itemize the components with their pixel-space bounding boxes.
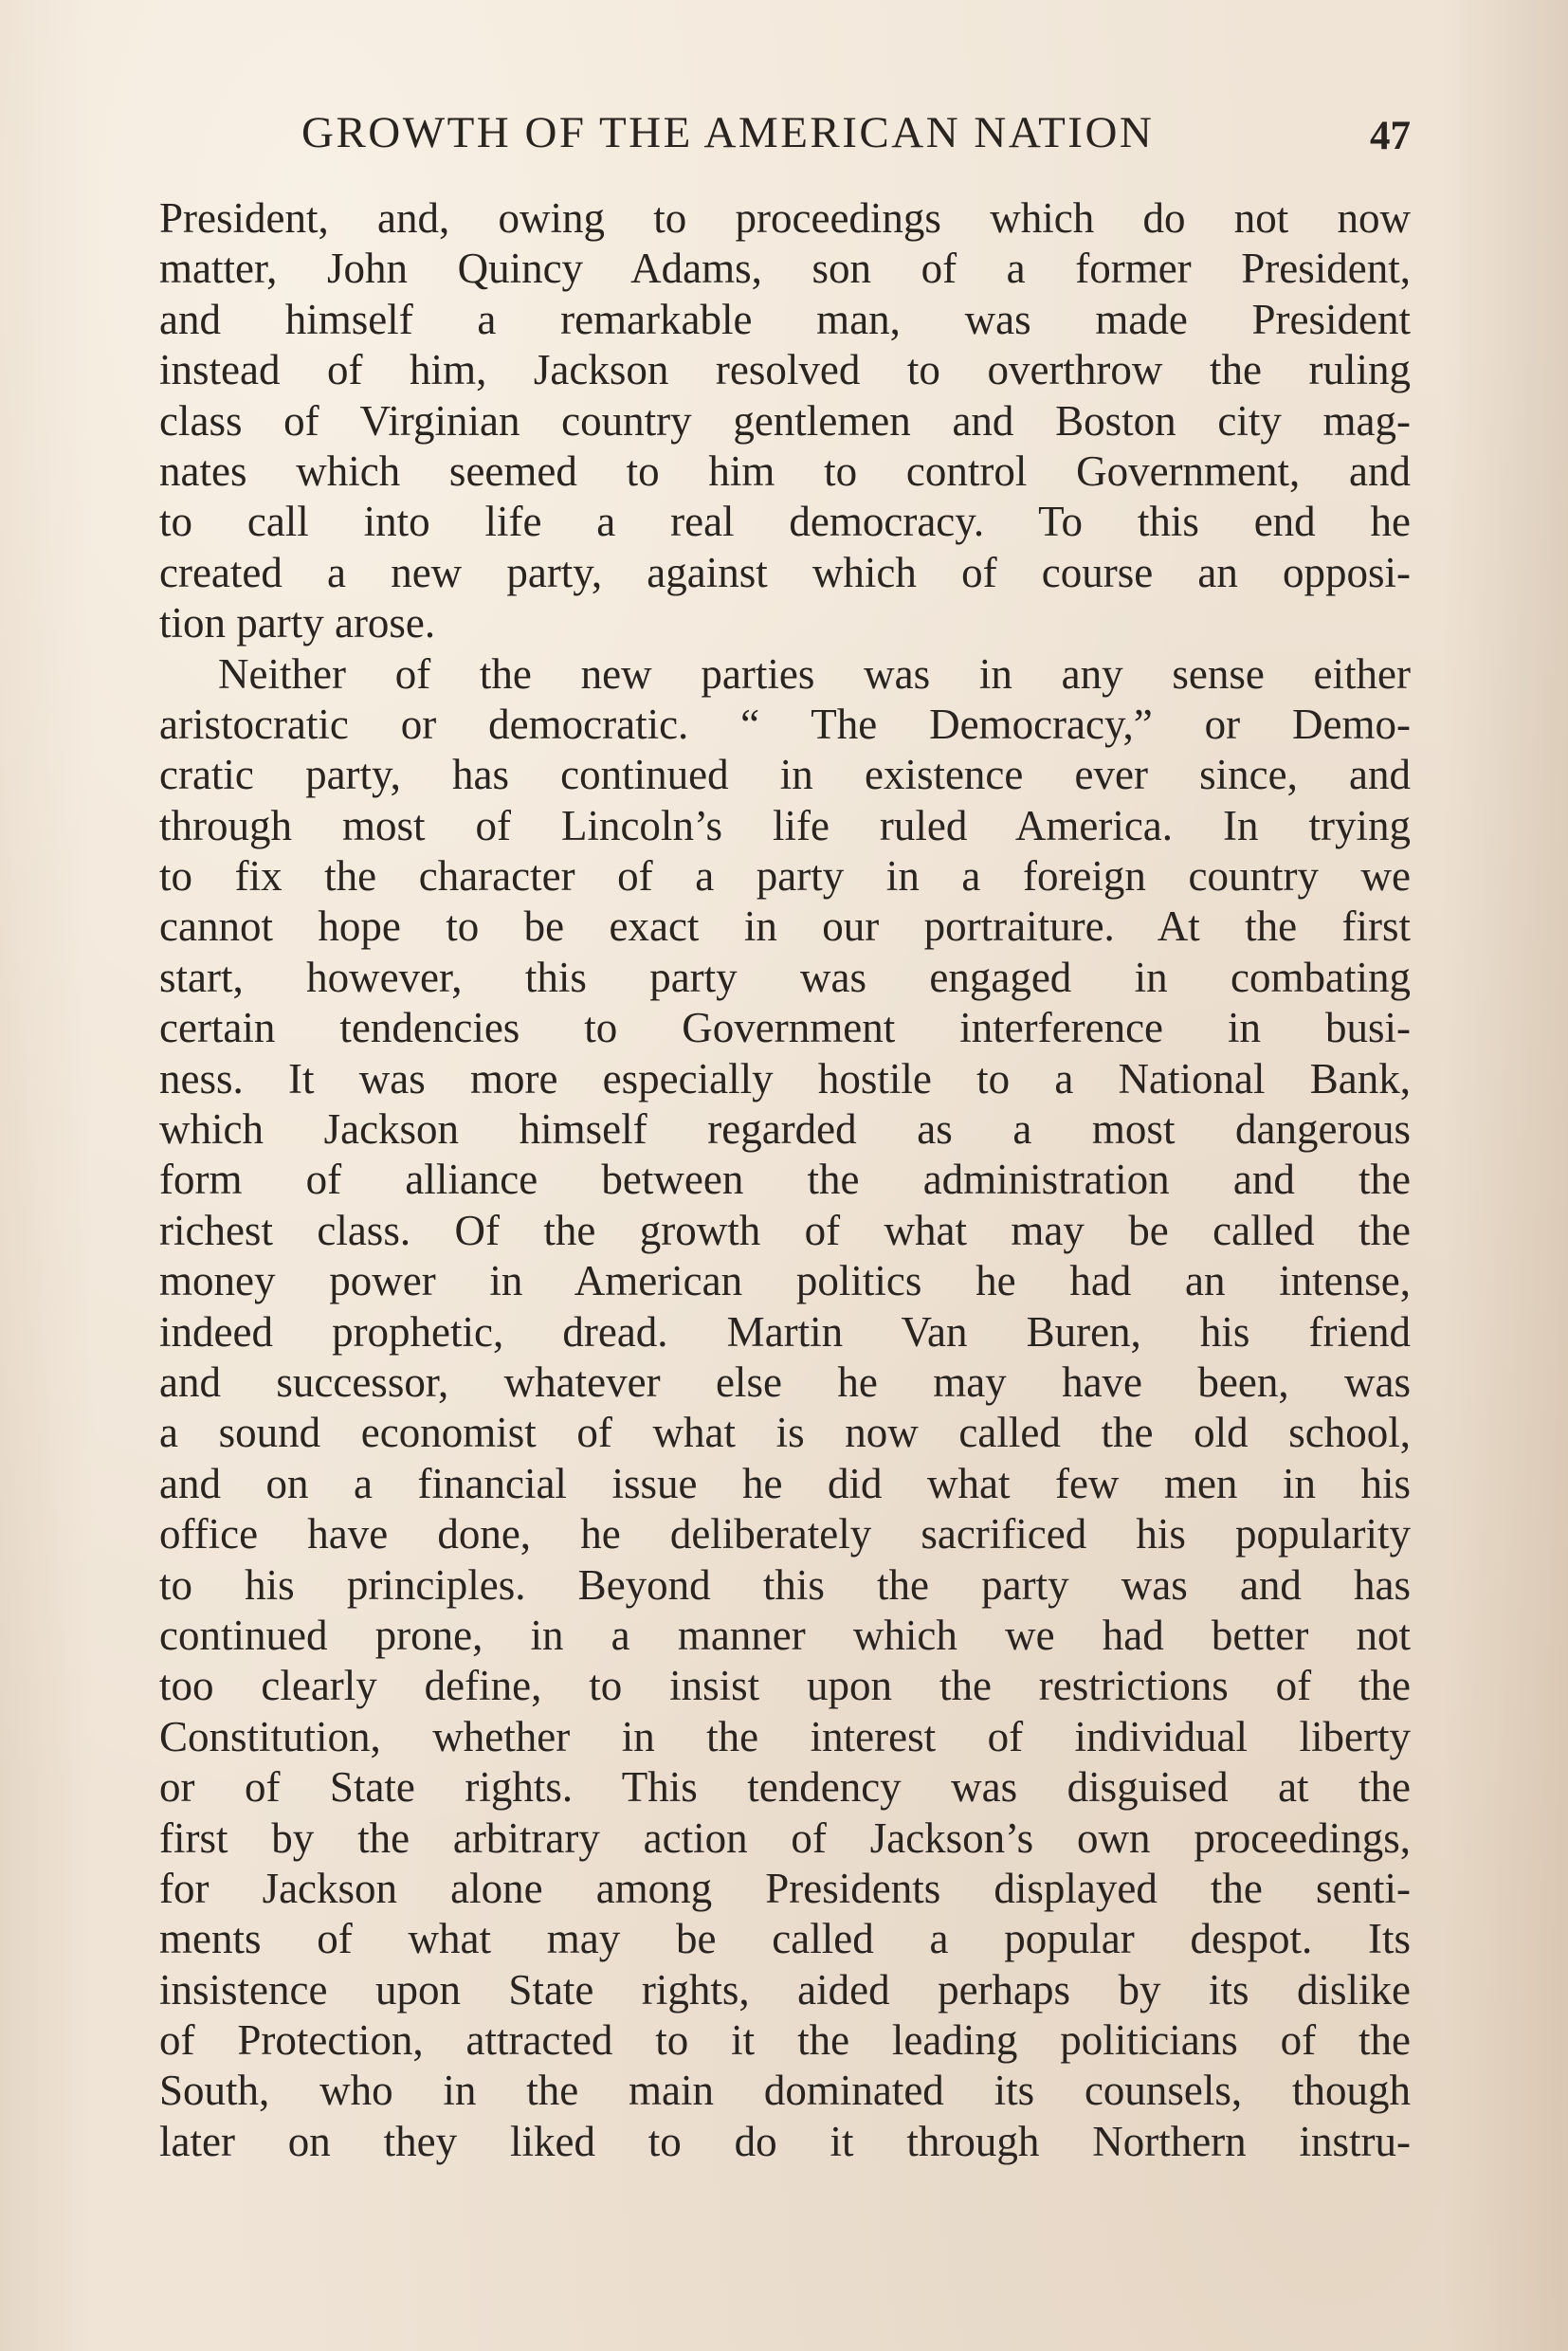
text-line: indeed prophetic, dread. Martin Van Buren, his friend — [159, 1307, 1411, 1356]
page-number: 47 — [1370, 114, 1411, 158]
text-line: too clearly define, to insist upon the restrictions of the — [159, 1662, 1411, 1710]
text-line: President, and, owing to proceedings which do not now — [159, 194, 1411, 242]
text-line: and on a financial issue he did what few men in his — [159, 1459, 1411, 1507]
text-line: ments of what may be called a popular despot. Its — [159, 1915, 1411, 1963]
text-line: of Protection, attracted to it the leading politicians of the — [159, 2016, 1411, 2065]
text-line: form of alliance between the administration and the — [159, 1156, 1411, 1204]
text-line: Neither of the new parties was in any sense either — [218, 649, 1411, 698]
text-line: tion party arose. — [159, 599, 436, 647]
text-line: class of Virginian country gentlemen and Boston city mag- — [159, 396, 1411, 445]
text-line: for Jackson alone among Presidents displayed the senti- — [159, 1864, 1411, 1912]
text-line: richest class. Of the growth of what may be called the — [159, 1206, 1411, 1254]
text-line: which Jackson himself regarded as a most dangerous — [159, 1105, 1411, 1154]
running-head — [301, 102, 1411, 163]
text-line: certain tendencies to Government interference in busi- — [159, 1004, 1411, 1052]
text-line: nates which seemed to him to control Government, and — [159, 447, 1411, 495]
text-line: matter, John Quincy Adams, son of a former President, — [159, 245, 1411, 293]
body-text — [159, 193, 1411, 2167]
text-line: through most of Lincoln’s life ruled America. In trying — [159, 801, 1411, 849]
text-line: first by the arbitrary action of Jackson’s own proceedings, — [159, 1813, 1411, 1862]
text-line: to fix the character of a party in a foreign country we — [159, 852, 1411, 901]
paragraph-2 — [159, 649, 1411, 2168]
text-line: created a new party, against which of course an opposi- — [159, 548, 1411, 596]
text-line: Constitution, whether in the interest of individual liberty — [159, 1712, 1411, 1760]
text-line: continued prone, in a manner which we had better not — [159, 1611, 1411, 1659]
text-line: to call into life a real democracy. To this end he — [159, 498, 1411, 546]
text-line: cannot hope to be exact in our portraiture. At the first — [159, 902, 1411, 951]
text-line: aristocratic or democratic. “ The Democracy,” or Demo- — [159, 700, 1411, 748]
text-line: office have done, he deliberately sacrificed his popularity — [159, 1510, 1411, 1558]
running-title: GROWTH OF THE AMERICAN NATION — [301, 108, 1155, 157]
text-line: later on they liked to do it through Northern instru- — [159, 2117, 1411, 2165]
text-line: or of State rights. This tendency was disguised at the — [159, 1763, 1411, 1812]
text-line: start, however, this party was engaged in combating — [159, 953, 1411, 1001]
text-line: and successor, whatever else he may have been, was — [159, 1358, 1411, 1406]
text-line: South, who in the main dominated its counsels, though — [159, 2067, 1411, 2115]
text-line: ness. It was more especially hostile to a National Bank, — [159, 1054, 1411, 1103]
text-line: instead of him, Jackson resolved to overthrow the ruling — [159, 346, 1411, 394]
text-line: to his principles. Beyond this the party was and has — [159, 1560, 1411, 1609]
text-line: insistence upon State rights, aided perhaps by its dislike — [159, 1965, 1411, 2014]
text-line: cratic party, has continued in existence ever since, and — [159, 751, 1411, 799]
text-line: money power in American politics he had an intense, — [159, 1257, 1411, 1305]
text-line: and himself a remarkable man, was made President — [159, 295, 1411, 343]
text-line: a sound economist of what is now called the old school, — [159, 1409, 1411, 1457]
paragraph-1 — [159, 193, 1411, 649]
